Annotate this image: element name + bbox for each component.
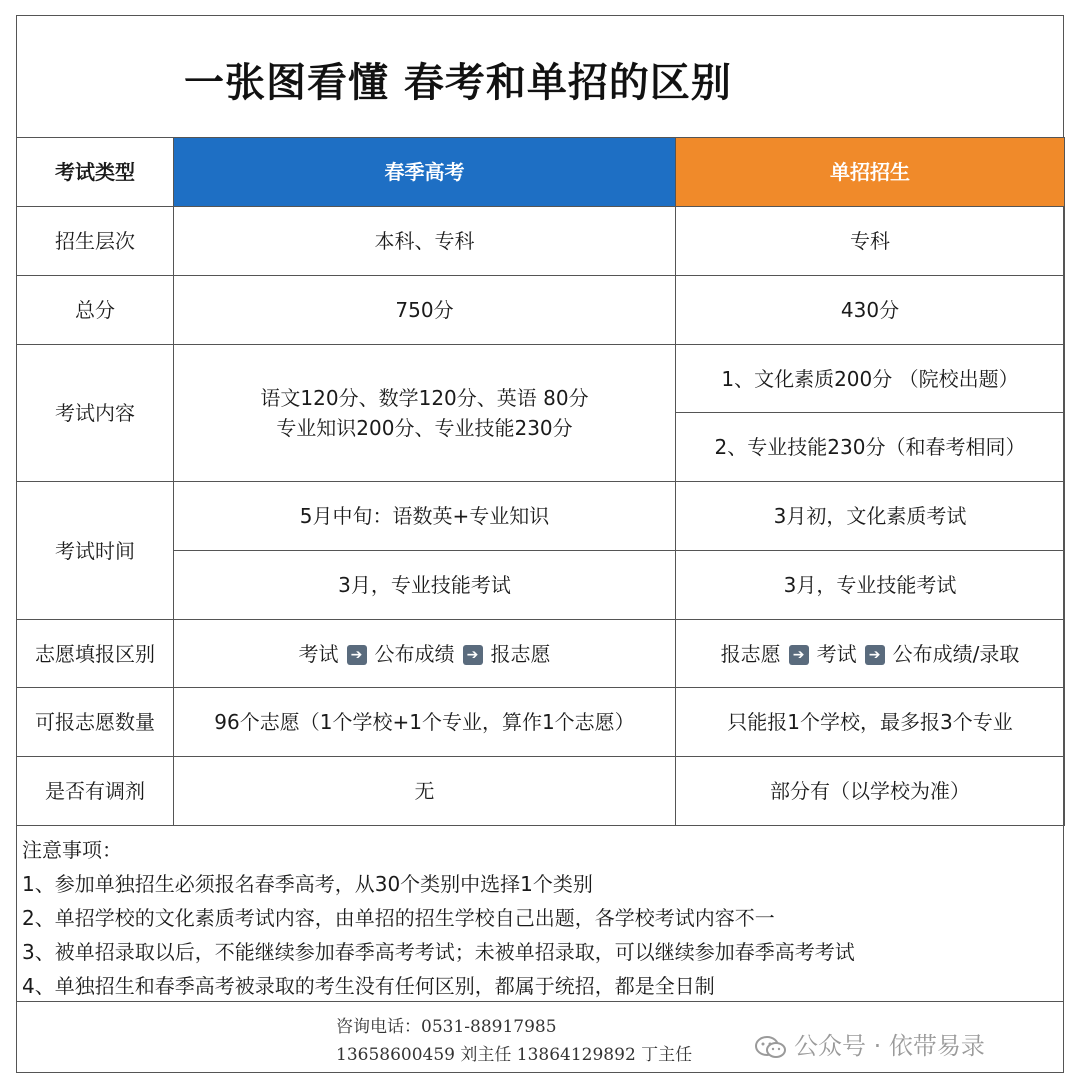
note-item: 3、被单招录取以后，不能继续参加春季高考考试；未被单招录取，可以继续参加春季高考考试 [22, 940, 855, 964]
contact-mobiles: 13658600459 刘主任 13864129892 丁主任 [336, 1045, 693, 1065]
note-item: 4、单独招生和春季高考被录取的考生没有任何区别，都属于统招，都是全日制 [22, 974, 715, 998]
comparison-table [16, 137, 1065, 826]
contact-phone: 咨询电话：0531-88917985 [336, 1017, 557, 1037]
cell-time-b1: 3月初，文化素质考试 [676, 482, 1065, 551]
cell-level-b: 专科 [676, 207, 1065, 276]
table-row-count [17, 688, 1065, 757]
row-label-content: 考试内容 [17, 345, 174, 482]
cell-content-b2: 2、专业技能230分（和春考相同） [676, 413, 1065, 482]
cell-adjust-a: 无 [174, 757, 676, 826]
cell-adjust-b: 部分有（以学校为准） [676, 757, 1065, 826]
content-a-line1: 语文120分、数学120分、英语 80分 [260, 386, 589, 410]
row-label-level: 招生层次 [17, 207, 174, 276]
watermark-text: 公众号 · 依带易录 [794, 1032, 985, 1060]
notes-section [16, 825, 1064, 1002]
apply-a-step1: 考试 [298, 641, 339, 666]
row-label-time: 考试时间 [17, 482, 174, 620]
note-item: 2、单招学校的文化素质考试内容，由单招的招生学校自己出题，各学校考试内容不一 [22, 906, 775, 930]
apply-b-step3: 公布成绩/录取 [892, 641, 1020, 666]
arrow-right-icon: ➔ [789, 645, 809, 665]
note-item: 1、参加单独招生必须报名春季高考，从30个类别中选择1个类别 [22, 872, 593, 896]
apply-b-step1: 报志愿 [720, 641, 781, 666]
apply-a-step2: 公布成绩 [374, 641, 455, 666]
table-row-apply [17, 620, 1065, 688]
table-row-content-1 [17, 345, 1065, 413]
table-row-time-2 [17, 551, 1065, 620]
row-label-apply: 志愿填报区别 [17, 620, 174, 688]
cell-count-b: 只能报1个学校，最多报3个专业 [676, 688, 1065, 757]
arrow-right-icon: ➔ [463, 645, 483, 665]
notes-heading: 注意事项： [22, 838, 122, 862]
header-single-enroll: 单招招生 [676, 138, 1065, 207]
cell-content-a [174, 345, 676, 482]
title-area [16, 15, 1064, 137]
footer [16, 1002, 1064, 1073]
arrow-right-icon: ➔ [347, 645, 367, 665]
cell-time-b2: 3月，专业技能考试 [676, 551, 1065, 620]
content-a-line2: 专业知识200分、专业技能230分 [276, 416, 573, 440]
table-row-total [17, 276, 1065, 345]
cell-apply-a [174, 620, 676, 688]
row-label-adjust: 是否有调剂 [17, 757, 174, 826]
cell-level-a: 本科、专科 [174, 207, 676, 276]
watermark [754, 1026, 985, 1061]
cell-time-a2: 3月，专业技能考试 [174, 551, 676, 620]
table-row-header [17, 138, 1065, 207]
header-spring-exam: 春季高考 [174, 138, 676, 207]
table-row-time-1 [17, 482, 1065, 551]
apply-a-step3: 报志愿 [490, 641, 551, 666]
row-label-count: 可报志愿数量 [17, 688, 174, 757]
cell-count-a: 96个志愿（1个学校+1个专业，算作1个志愿） [174, 688, 676, 757]
page-title: 一张图看懂 春考和单招的区别 [184, 60, 732, 106]
apply-b-step2: 考试 [816, 641, 857, 666]
table-row-level [17, 207, 1065, 276]
cell-time-a1: 5月中旬：语数英+专业知识 [174, 482, 676, 551]
cell-total-b: 430分 [676, 276, 1065, 345]
cell-apply-b [676, 620, 1065, 688]
header-type-label: 考试类型 [17, 138, 174, 207]
cell-total-a: 750分 [174, 276, 676, 345]
table-row-adjust [17, 757, 1065, 826]
arrow-right-icon: ➔ [865, 645, 885, 665]
cell-content-b1: 1、文化素质200分 （院校出题） [676, 345, 1065, 413]
wechat-icon [754, 1035, 788, 1059]
row-label-total: 总分 [17, 276, 174, 345]
